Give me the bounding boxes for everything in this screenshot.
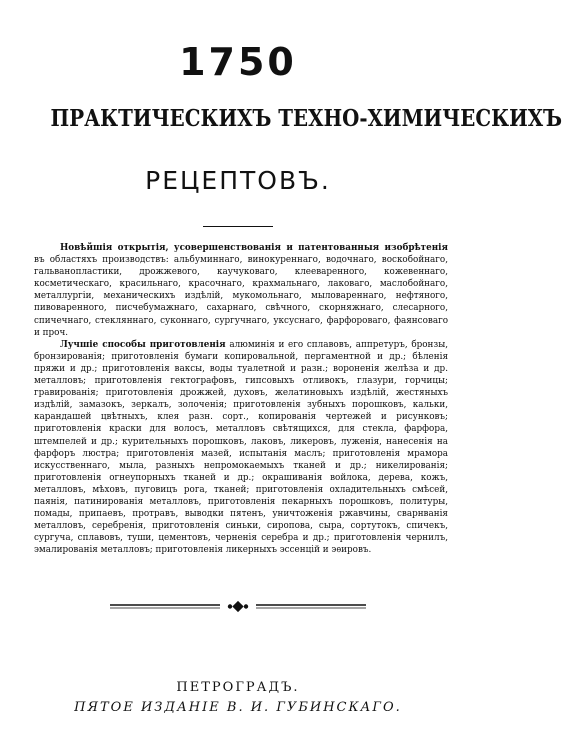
- divider-rule: [203, 226, 273, 227]
- paragraph-text: алюминія и его сплавовъ, аппретуръ, бронзы, бронзированія; приготовленія бумаги копировальной, пергаментной и др.; бѣленія пряжи и др.; приготовленія ваксы, воды туалетной и разн.; вороненія желѣза и др. металловъ; приготовленія гектографовъ, гипсовыхъ отливокъ, глазури, горчицы; гравированія; приготовленія дрожжей, духовъ, желатиновыхъ издѣлій, жестяныхъ издѣлій, замазокъ, зеркалъ, золоченія; приготовленія зубныхъ порошковъ, кальки, карандашей цвѣтныхъ, клея разн. сорт., копированія чертежей и рисунковъ; приготовленія краски для волосъ, металловъ свѣтящихся, для стекла, фарфора, штемпелей и др.; курительныхъ порошковъ, лаковъ, ликеровъ, луженія, нанесенія на фарфоръ люстра; приготовленія мазей, испытанія маслъ; приготовленія мрамора искусственнаго, мыла, разныхъ непромокаемыхъ тканей и др.; никелированія; приготовленія огнеупорныхъ тканей и др.; окрашиванія войлока, дерева, кожъ, металловъ, мѣховъ, пуговицъ рога, тканей; приготовленія охладительныхъ смѣсей, паянія, патинированія металловъ, приготовленія пекарныхъ порошковъ, политуры, помады, припаевъ, протравъ, выводки пятенъ, уничтоженія ржавчины, сварнванія металловъ, серебренія, приготовленія синьки, сиропова, сыра, сортутокъ, спичекъ, сургуча, сплавовъ, туши, цементовъ, черненія серебра и др.; приготовленія чернилъ, эмалированія металловъ; приготовленія ликерныхъ эссенцій и эѳировъ.: [34, 339, 449, 556]
- paragraph-text: въ областяхъ производствъ: альбуминнаго, винокуреннаго, водочнаго, воскобойнаго, гальванопластики, дрожжевого, каучуковаго, клееваренного, кожевеннаго, косметическаго, красильнаго, красочнаго, крахмальнаго, лаковаго, маслобойнаго, металлургіи, механическихъ издѣлій, мукомольнаго, мыловареннаго, нефтяного, пивоваренного, писчебумажнаго, сахарнаго, свѣчного, скорняжнаго, слесарного, спичечнаго, стекляннаго, суконнаго, сургучнаго, уксуснаго, фарфороваго, фаянсоваго и проч.: [34, 255, 448, 338]
- recipe-count: 1750: [179, 40, 297, 84]
- description-body: [34, 242, 448, 556]
- publisher-edition: ПЯТОЕ ИЗДАНІЕ В. И. ГУБИНСКАГО.: [74, 700, 402, 715]
- paragraph-lead: Новѣйшія открытія, усовершенствованія и патентованныя изобрѣтенія: [60, 243, 448, 253]
- paragraph-lead: Лучшіе способы приготовленія: [60, 339, 226, 350]
- ornament-divider-icon: [110, 600, 366, 614]
- paragraph-discoveries: [34, 242, 448, 339]
- publisher-city: ПЕТРОГРАДЪ.: [176, 680, 300, 695]
- paragraph-methods: [34, 339, 448, 557]
- book-subtitle: РЕЦЕПТОВЪ.: [145, 166, 331, 195]
- book-title: ПРАКТИЧЕСКИХЪ ТЕХНО-ХИМИЧЕСКИХЪ: [50, 105, 562, 132]
